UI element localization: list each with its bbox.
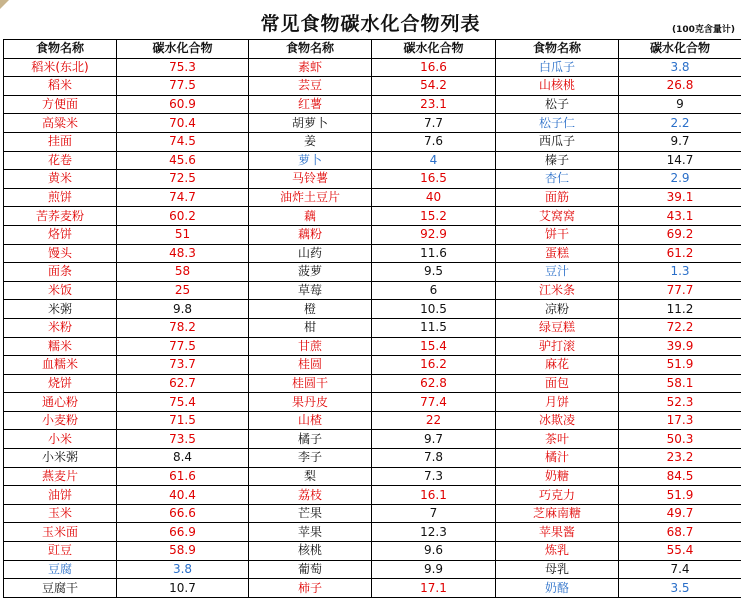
food-name-cell: 小米: [4, 430, 117, 449]
food-name-cell: 红薯: [249, 95, 372, 114]
carbohydrate-value-cell: 68.7: [619, 523, 741, 542]
food-name-cell: 山药: [249, 244, 372, 263]
table-row: [4, 281, 741, 300]
carbohydrate-value-cell: 49.7: [619, 504, 741, 523]
carbohydrate-value-cell: 58.1: [619, 374, 741, 393]
carbohydrate-value-cell: 17.3: [619, 411, 741, 430]
carbohydrate-value-cell: 72.5: [117, 170, 249, 189]
table-header-row: [4, 40, 741, 59]
header-food-name-1: 食物名称: [4, 40, 117, 59]
carbohydrate-value-cell: 72.2: [619, 318, 741, 337]
corner-decoration: [0, 0, 9, 9]
carbohydrate-table: [3, 39, 741, 598]
table-row: [4, 523, 741, 542]
carbohydrate-value-cell: 52.3: [619, 393, 741, 412]
carbohydrate-value-cell: 7.6: [372, 132, 496, 151]
table-row: [4, 560, 741, 579]
food-name-cell: 黄米: [4, 170, 117, 189]
food-name-cell: 炼乳: [496, 542, 619, 561]
carbohydrate-value-cell: 6: [372, 281, 496, 300]
food-name-cell: 麻花: [496, 356, 619, 375]
table-row: [4, 244, 741, 263]
food-name-cell: 面筋: [496, 188, 619, 207]
carbohydrate-value-cell: 70.4: [117, 114, 249, 133]
food-name-cell: 花卷: [4, 151, 117, 170]
food-name-cell: 燕麦片: [4, 467, 117, 486]
food-name-cell: 豆腐干: [4, 579, 117, 598]
carbohydrate-value-cell: 11.5: [372, 318, 496, 337]
food-name-cell: 芸豆: [249, 77, 372, 96]
table-row: [4, 151, 741, 170]
food-name-cell: 藕: [249, 207, 372, 226]
food-name-cell: 松子仁: [496, 114, 619, 133]
food-name-cell: 核桃: [249, 542, 372, 561]
carbohydrate-value-cell: 9.7: [619, 132, 741, 151]
carbohydrate-value-cell: 23.1: [372, 95, 496, 114]
carbohydrate-value-cell: 55.4: [619, 542, 741, 561]
food-name-cell: 橘汁: [496, 449, 619, 468]
table-body: [4, 58, 741, 597]
food-name-cell: 茶叶: [496, 430, 619, 449]
table-row: [4, 263, 741, 282]
food-name-cell: 桂圆: [249, 356, 372, 375]
food-name-cell: 柑: [249, 318, 372, 337]
carbohydrate-value-cell: 9.6: [372, 542, 496, 561]
food-name-cell: 橘子: [249, 430, 372, 449]
food-name-cell: 饼干: [496, 225, 619, 244]
food-name-cell: 小麦粉: [4, 411, 117, 430]
carbohydrate-value-cell: 4: [372, 151, 496, 170]
carbohydrate-value-cell: 9.7: [372, 430, 496, 449]
table-row: [4, 114, 741, 133]
header-carbs-3: 碳水化合物: [619, 40, 741, 59]
carbohydrate-value-cell: 8.4: [117, 449, 249, 468]
carbohydrate-value-cell: 58.9: [117, 542, 249, 561]
header-carbs-1: 碳水化合物: [117, 40, 249, 59]
food-name-cell: 奶糖: [496, 467, 619, 486]
food-name-cell: 烙饼: [4, 225, 117, 244]
food-name-cell: 杏仁: [496, 170, 619, 189]
food-name-cell: 芝麻南糖: [496, 504, 619, 523]
table-row: [4, 486, 741, 505]
food-name-cell: 稻米: [4, 77, 117, 96]
table-row: [4, 318, 741, 337]
food-name-cell: 荔枝: [249, 486, 372, 505]
carbohydrate-value-cell: 77.4: [372, 393, 496, 412]
carbohydrate-value-cell: 9.5: [372, 263, 496, 282]
food-name-cell: 菠萝: [249, 263, 372, 282]
food-name-cell: 西瓜子: [496, 132, 619, 151]
food-name-cell: 奶酪: [496, 579, 619, 598]
carbohydrate-value-cell: 84.5: [619, 467, 741, 486]
food-name-cell: 榛子: [496, 151, 619, 170]
food-name-cell: 芒果: [249, 504, 372, 523]
food-name-cell: 月饼: [496, 393, 619, 412]
food-name-cell: 葡萄: [249, 560, 372, 579]
food-name-cell: 胡萝卜: [249, 114, 372, 133]
carbohydrate-value-cell: 26.8: [619, 77, 741, 96]
carbohydrate-value-cell: 71.5: [117, 411, 249, 430]
carbohydrate-value-cell: 7: [372, 504, 496, 523]
carbohydrate-value-cell: 77.5: [117, 77, 249, 96]
carbohydrate-value-cell: 60.2: [117, 207, 249, 226]
carbohydrate-value-cell: 73.5: [117, 430, 249, 449]
carbohydrate-value-cell: 7.3: [372, 467, 496, 486]
carbohydrate-value-cell: 3.8: [619, 58, 741, 77]
header-carbs-2: 碳水化合物: [372, 40, 496, 59]
carbohydrate-value-cell: 10.7: [117, 579, 249, 598]
food-name-cell: 甘蔗: [249, 337, 372, 356]
food-name-cell: 马铃薯: [249, 170, 372, 189]
food-name-cell: 桂圆干: [249, 374, 372, 393]
food-name-cell: 江米条: [496, 281, 619, 300]
food-name-cell: 高粱米: [4, 114, 117, 133]
table-row: [4, 430, 741, 449]
food-name-cell: 米饭: [4, 281, 117, 300]
table-row: [4, 504, 741, 523]
food-name-cell: 驴打滚: [496, 337, 619, 356]
food-name-cell: 母乳: [496, 560, 619, 579]
carbohydrate-value-cell: 74.5: [117, 132, 249, 151]
food-name-cell: 糯米: [4, 337, 117, 356]
food-name-cell: 小米粥: [4, 449, 117, 468]
food-name-cell: 萝卜: [249, 151, 372, 170]
food-name-cell: 玉米: [4, 504, 117, 523]
food-name-cell: 煎饼: [4, 188, 117, 207]
carbohydrate-value-cell: 77.5: [117, 337, 249, 356]
carbohydrate-value-cell: 7.7: [372, 114, 496, 133]
carbohydrate-value-cell: 61.2: [619, 244, 741, 263]
food-name-cell: 烧饼: [4, 374, 117, 393]
food-name-cell: 素虾: [249, 58, 372, 77]
carbohydrate-value-cell: 66.6: [117, 504, 249, 523]
food-name-cell: 梨: [249, 467, 372, 486]
food-name-cell: 松子: [496, 95, 619, 114]
food-name-cell: 李子: [249, 449, 372, 468]
carbohydrate-value-cell: 75.3: [117, 58, 249, 77]
carbohydrate-value-cell: 54.2: [372, 77, 496, 96]
carbohydrate-value-cell: 17.1: [372, 579, 496, 598]
page-title: 常见食物碳水化合物列表: [0, 9, 741, 36]
food-name-cell: 藕粉: [249, 225, 372, 244]
food-name-cell: 苹果: [249, 523, 372, 542]
carbohydrate-value-cell: 60.9: [117, 95, 249, 114]
food-name-cell: 豇豆: [4, 542, 117, 561]
carbohydrate-value-cell: 3.5: [619, 579, 741, 598]
carbohydrate-value-cell: 2.2: [619, 114, 741, 133]
carbohydrate-value-cell: 1.3: [619, 263, 741, 282]
carbohydrate-value-cell: 11.2: [619, 300, 741, 319]
carbohydrate-value-cell: 92.9: [372, 225, 496, 244]
carbohydrate-value-cell: 51.9: [619, 486, 741, 505]
carbohydrate-value-cell: 39.9: [619, 337, 741, 356]
carbohydrate-value-cell: 62.8: [372, 374, 496, 393]
carbohydrate-value-cell: 16.5: [372, 170, 496, 189]
header-food-name-2: 食物名称: [249, 40, 372, 59]
food-name-cell: 姜: [249, 132, 372, 151]
carbohydrate-value-cell: 7.4: [619, 560, 741, 579]
carbohydrate-value-cell: 66.9: [117, 523, 249, 542]
food-name-cell: 草莓: [249, 281, 372, 300]
carbohydrate-value-cell: 45.6: [117, 151, 249, 170]
table-row: [4, 58, 741, 77]
carbohydrate-value-cell: 2.9: [619, 170, 741, 189]
carbohydrate-value-cell: 22: [372, 411, 496, 430]
food-name-cell: 面条: [4, 263, 117, 282]
carbohydrate-value-cell: 9.9: [372, 560, 496, 579]
carbohydrate-value-cell: 75.4: [117, 393, 249, 412]
food-name-cell: 冰欺凌: [496, 411, 619, 430]
carbohydrate-value-cell: 7.8: [372, 449, 496, 468]
food-name-cell: 山核桃: [496, 77, 619, 96]
carbohydrate-value-cell: 74.7: [117, 188, 249, 207]
carbohydrate-value-cell: 15.2: [372, 207, 496, 226]
carbohydrate-value-cell: 40: [372, 188, 496, 207]
carbohydrate-value-cell: 11.6: [372, 244, 496, 263]
food-name-cell: 玉米面: [4, 523, 117, 542]
table-row: [4, 132, 741, 151]
carbohydrate-value-cell: 78.2: [117, 318, 249, 337]
table-row: [4, 374, 741, 393]
carbohydrate-value-cell: 16.6: [372, 58, 496, 77]
table-row: [4, 207, 741, 226]
food-name-cell: 凉粉: [496, 300, 619, 319]
food-name-cell: 豆腐: [4, 560, 117, 579]
food-name-cell: 方便面: [4, 95, 117, 114]
carbohydrate-value-cell: 10.5: [372, 300, 496, 319]
carbohydrate-value-cell: 69.2: [619, 225, 741, 244]
food-name-cell: 橙: [249, 300, 372, 319]
carbohydrate-value-cell: 3.8: [117, 560, 249, 579]
carbohydrate-value-cell: 50.3: [619, 430, 741, 449]
food-name-cell: 巧克力: [496, 486, 619, 505]
food-name-cell: 通心粉: [4, 393, 117, 412]
unit-note: (100克含量计): [672, 22, 735, 35]
food-name-cell: 柿子: [249, 579, 372, 598]
table-row: [4, 300, 741, 319]
table-row: [4, 411, 741, 430]
carbohydrate-value-cell: 14.7: [619, 151, 741, 170]
table-row: [4, 356, 741, 375]
table-row: [4, 225, 741, 244]
carbohydrate-value-cell: 39.1: [619, 188, 741, 207]
carbohydrate-value-cell: 16.2: [372, 356, 496, 375]
food-name-cell: 苦荞麦粉: [4, 207, 117, 226]
food-name-cell: 挂面: [4, 132, 117, 151]
carbohydrate-value-cell: 16.1: [372, 486, 496, 505]
food-name-cell: 馒头: [4, 244, 117, 263]
carbohydrate-value-cell: 40.4: [117, 486, 249, 505]
table-row: [4, 170, 741, 189]
table-row: [4, 188, 741, 207]
carbohydrate-value-cell: 15.4: [372, 337, 496, 356]
carbohydrate-value-cell: 23.2: [619, 449, 741, 468]
carbohydrate-value-cell: 12.3: [372, 523, 496, 542]
food-name-cell: 油炸土豆片: [249, 188, 372, 207]
carbohydrate-value-cell: 9.8: [117, 300, 249, 319]
food-name-cell: 米粥: [4, 300, 117, 319]
table-row: [4, 77, 741, 96]
food-name-cell: 果丹皮: [249, 393, 372, 412]
header-food-name-3: 食物名称: [496, 40, 619, 59]
carbohydrate-value-cell: 58: [117, 263, 249, 282]
carbohydrate-value-cell: 51.9: [619, 356, 741, 375]
table-row: [4, 542, 741, 561]
food-name-cell: 米粉: [4, 318, 117, 337]
table-row: [4, 449, 741, 468]
food-name-cell: 绿豆糕: [496, 318, 619, 337]
food-name-cell: 苹果酱: [496, 523, 619, 542]
food-name-cell: 油饼: [4, 486, 117, 505]
table-row: [4, 337, 741, 356]
table-row: [4, 393, 741, 412]
food-name-cell: 血糯米: [4, 356, 117, 375]
food-name-cell: 豆汁: [496, 263, 619, 282]
food-name-cell: 面包: [496, 374, 619, 393]
food-name-cell: 白瓜子: [496, 58, 619, 77]
carbohydrate-value-cell: 51: [117, 225, 249, 244]
carbohydrate-value-cell: 73.7: [117, 356, 249, 375]
food-name-cell: 蛋糕: [496, 244, 619, 263]
carbohydrate-value-cell: 43.1: [619, 207, 741, 226]
carbohydrate-value-cell: 48.3: [117, 244, 249, 263]
food-name-cell: 山楂: [249, 411, 372, 430]
table-row: [4, 95, 741, 114]
food-name-cell: 稻米(东北): [4, 58, 117, 77]
carbohydrate-value-cell: 77.7: [619, 281, 741, 300]
carbohydrate-value-cell: 9: [619, 95, 741, 114]
carbohydrate-value-cell: 62.7: [117, 374, 249, 393]
carbohydrate-value-cell: 25: [117, 281, 249, 300]
carbohydrate-value-cell: 61.6: [117, 467, 249, 486]
food-name-cell: 艾窝窝: [496, 207, 619, 226]
table-row: [4, 467, 741, 486]
table-row: [4, 579, 741, 598]
